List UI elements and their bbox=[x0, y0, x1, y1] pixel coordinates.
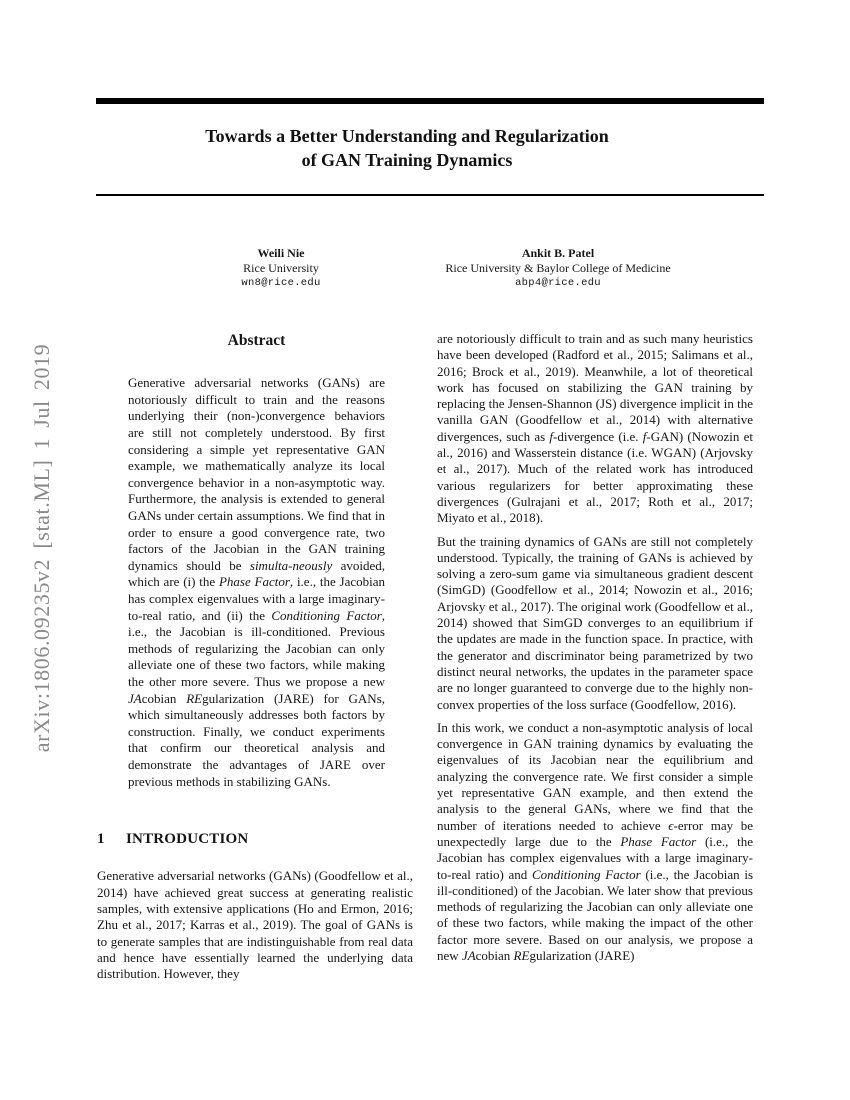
author-2-affiliation: Rice University & Baylor College of Medicine bbox=[445, 261, 671, 275]
author-block-1 bbox=[241, 246, 320, 291]
author-1-affiliation: Rice University bbox=[243, 261, 319, 275]
title-line-1: Towards a Better Understanding and Regularization bbox=[205, 126, 609, 146]
section-number: 1 bbox=[97, 831, 105, 848]
right-column-paragraph-3: In this work, we conduct a non-asymptotic analysis of local convergence in GAN training dynamics by evaluating the eigenvalues of its Jacobian near the equilibrium and analyzing the convergence rate. We first consider a simple yet representative GAN example, and then extend the analysis to the general GANs, where we find that the number of iterations needed to achieve ϵ-error may be unexpectedly large due to the Phase Factor (i.e., the Jacobian has complex eigenvalues with a large imaginary-to-real ratio) and Conditioning Factor (i.e., the Jacobian is ill-conditioned) of the Jacobian. We later show that previous methods of regularizing the Jacobian can only alleviate one of these two factors, while making the impact of the other factor more severe. Based on our analysis, we propose a new JAcobian REgularization (JARE) bbox=[437, 719, 754, 963]
author-2-name: Ankit B. Patel bbox=[521, 246, 595, 260]
title-rule bbox=[96, 194, 764, 196]
author-2-email: abp4@rice.edu bbox=[515, 277, 601, 289]
left-column bbox=[97, 331, 413, 983]
section-title: INTRODUCTION bbox=[126, 831, 249, 848]
introduction-paragraph-1: Generative adversarial networks (GANs) (Goodfellow et al., 2014) have achieved great success at generating realistic samples, with extensive applications (Ho and Ermon, 2016; Zhu et al., 2017; Karras et al., 2019). The goal of GANs is to generate samples that are indistinguishable from real data and hence have essentially learned the underlying data distribution. However, they bbox=[97, 868, 413, 982]
arxiv-watermark: arXiv:1806.09235v2 [stat.ML] 1 Jul 2019 bbox=[29, 343, 54, 753]
author-1-name: Weili Nie bbox=[257, 246, 305, 260]
author-block-2 bbox=[445, 246, 670, 291]
right-column-paragraph-2: But the training dynamics of GANs are still not completely understood. Typically, the training of GANs is achieved by solving a zero-sum game via simultaneous gradient descent (SimGD) (Goodfellow et al., 2014; Nowozin et al., 2016; Arjovsky et al., 2017). The original work (Goodfellow et al., 2014) showed that SimGD converges to an equilibrium if the updates are made in the function space. In practice, with the generator and discriminator being parametrized by two distinct neural networks, the updates in the parameter space are no longer guaranteed to converge due to the highly non-convex properties of the loss surface (Goodfellow, 2016). bbox=[437, 533, 753, 712]
title-line-2: of GAN Training Dynamics bbox=[301, 149, 513, 170]
right-column bbox=[437, 331, 753, 964]
abstract-heading: Abstract bbox=[227, 332, 286, 349]
right-column-paragraph-1: are notoriously difficult to train and as such many heuristics have been developed (Radford et al., 2015; Salimans et al., 2016; Brock et al., 2019). Meanwhile, a lot of theoretical work has focused on stabilizing the GAN training by replacing the Jensen-Shannon (JS) divergence implicit in the vanilla GAN (Goodfellow et al., 2014) with alternative divergences, such as f-divergence (i.e. f-GAN) (Nowozin et al., 2016) and Wasserstein distance (i.e. WGAN) (Arjovsky et al., 2017). Much of the related work has introduced various regularizers for better approximating these divergences (Gulrajani et al., 2017; Roth et al., 2017; Miyato et al., 2018). bbox=[437, 331, 753, 526]
top-rule bbox=[96, 98, 764, 104]
abstract-paragraph: Generative adversarial networks (GANs) are notoriously difficult to train and the reasons underlying their (non-)convergence behaviors are still not completely understood. By first considering a simple yet representative GAN example, we mathematically analyze its local convergence behavior in a non-asymptotic way. Furthermore, the analysis is extended to general GANs under certain assumptions. We find that in order to ensure a good convergence rate, two factors of the Jacobian in the GAN training dynamics should be simulta-neously avoided, which are (i) the Phase Factor, i.e., the Jacobian has complex eigenvalues with a large imaginary-to-real ratio, and (ii) the Conditioning Factor, i.e., the Jacobian is ill-conditioned. Previous methods of regularizing the Jacobian can only alleviate one of these two factors, while making the other more severe. Thus we propose a new JAcobian REgularization (JARE) for GANs, which simultaneously addresses both factors by construction. Finally, we conduct experiments that confirm our theoretical analysis and demonstrate the advantages of JARE over previous methods in stabilizing GANs. bbox=[128, 375, 386, 789]
paper-title bbox=[0, 125, 814, 172]
author-1-email: wn8@rice.edu bbox=[241, 277, 321, 289]
section-heading-introduction bbox=[97, 831, 413, 847]
